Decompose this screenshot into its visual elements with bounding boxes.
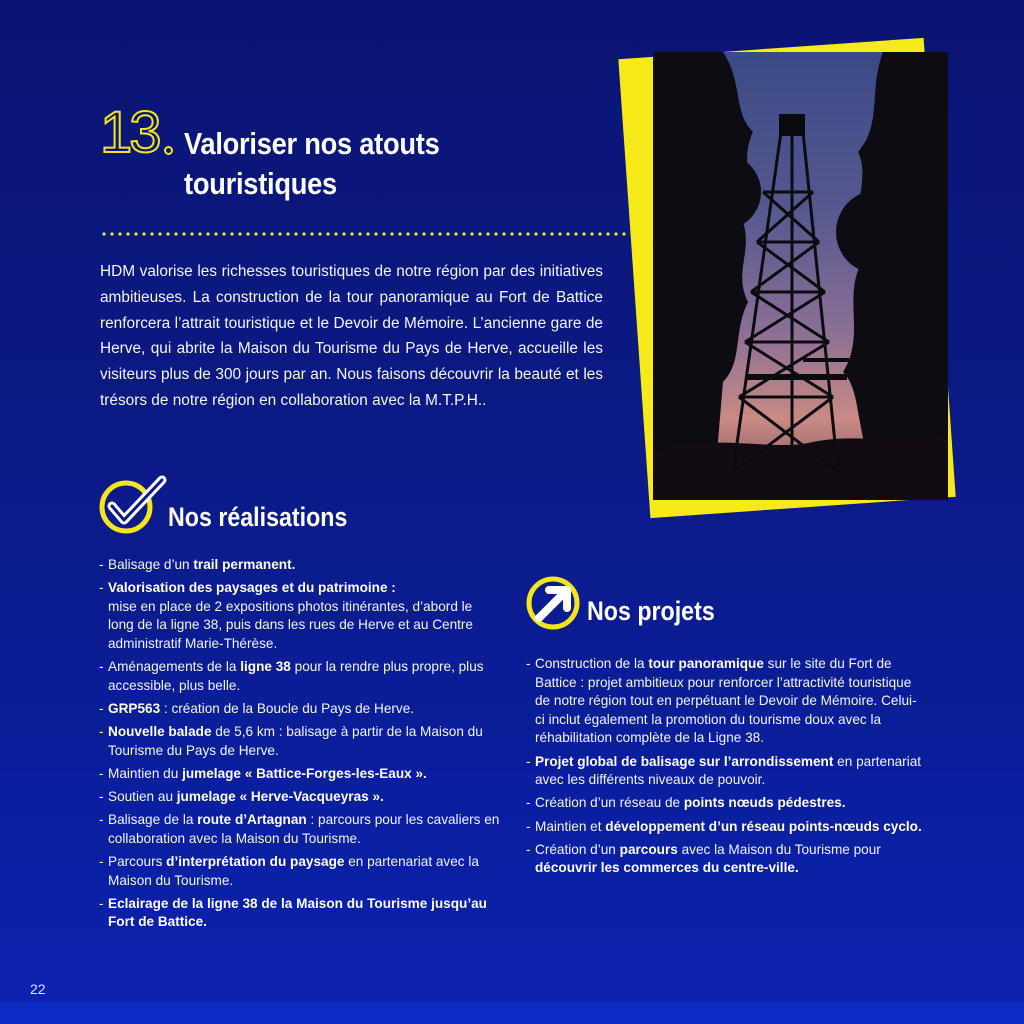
- list-item-pre: Balisage de la: [108, 812, 198, 828]
- list-item-bold: d’interprétation du paysage: [166, 854, 345, 870]
- list-item-post: pour la rendre plus propre, plus accessible, plus belle.: [108, 659, 484, 693]
- list-item-pre: Maintien et: [535, 818, 606, 834]
- list-item-pre: Parcours: [108, 854, 167, 870]
- list-item-bold: jumelage « Battice-Forges-les-Eaux ».: [182, 765, 427, 781]
- page-title: Valoriser nos atouts touristiques: [184, 126, 440, 201]
- list-item-pre: Balisage d’un: [108, 557, 194, 572]
- list-item-post: : création de la Boucle du Pays de Herve.: [160, 700, 415, 716]
- list-item-bold2: découvrir les commerces du centre-ville.: [535, 860, 799, 876]
- projets-title: Nos projets: [587, 596, 715, 626]
- list-item-bold: GRP563: [108, 700, 161, 716]
- list-item-pre: Construction de la: [535, 656, 649, 671]
- tower-photo: [653, 52, 948, 500]
- list-item-bold: Valorisation des paysages et du patrimoine :: [108, 580, 396, 596]
- list-item-sub: mise en place de 2 expositions photos itinérantes, d’abord le long de la ligne 38, puis dans les rues de Herve et au Centre administratif Marie-Thérèse.: [108, 598, 473, 651]
- list-item: [526, 841, 926, 878]
- list-item: [526, 753, 926, 790]
- list-item-post: sur le site du Fort de Battice : projet ambitieux pour renforcer l’attractivité touristique de notre région tout en perpétuant le Devoir de Mémoire. Celui-ci inclut également la promotion du tourisme doux avec la réhabilitation complète de la Ligne 38.: [535, 656, 917, 746]
- arrow-circle-icon: [525, 574, 583, 637]
- list-item-post: avec la Maison du Tourisme pour: [677, 841, 881, 857]
- intro-paragraph: HDM valorise les richesses touristiques de notre région par des initiatives ambitieuses. La construction de la tour panoramique au Fort de Battice renforcera l’attrait touristique et le Devoir de Mémoire. L’ancienne gare de Herve, qui abrite la Maison du Tourisme du Pays de Herve, accueille les visiteurs plus de 300 jours par an. Nous faisons découvrir la beauté et les trésors de notre région en collaboration avec la M.T.P.H..: [100, 263, 603, 409]
- list-item-bold: Eclairage de la ligne 38 de la Maison du Tourisme jusqu’au Fort de Battice.: [108, 895, 487, 930]
- realisations-list: [99, 556, 501, 937]
- list-item: [526, 655, 926, 748]
- page-number: 22: [30, 981, 46, 997]
- list-item-bold: tour panoramique: [648, 656, 764, 671]
- list-item-pre: Création d’un: [535, 841, 620, 857]
- list-item-bold: ligne 38: [240, 659, 291, 675]
- list-item-pre: Création d’un réseau de: [535, 795, 684, 811]
- list-item: [99, 788, 501, 807]
- list-item-bold: développement d’un réseau points-nœuds cyclo.: [605, 818, 922, 834]
- list-item-bold: Projet global de balisage sur l’arrondissement: [535, 753, 834, 769]
- projets-list: [526, 655, 926, 883]
- list-item: [526, 794, 926, 813]
- list-item: [99, 579, 501, 653]
- list-item-bold: parcours: [619, 841, 678, 857]
- list-item-bold: points nœuds pédestres.: [683, 795, 846, 811]
- list-item: [99, 765, 501, 784]
- realisations-title: Nos réalisations: [168, 502, 348, 532]
- list-item: [99, 895, 501, 932]
- bottom-band: [0, 1002, 1024, 1024]
- dotted-divider: [100, 232, 640, 236]
- list-item-post: de 5,6 km : balisage à partir de la Maison du Tourisme du Pays de Herve.: [108, 724, 483, 758]
- list-item-bold: Nouvelle balade: [108, 724, 212, 740]
- section-number-dot: [164, 146, 173, 155]
- list-item: [99, 723, 501, 760]
- list-item: [99, 811, 501, 848]
- checkmark-circle-icon: [98, 474, 170, 541]
- list-item: [99, 658, 501, 695]
- list-item-post: en partenariat avec les différents niveaux de pouvoir.: [535, 753, 922, 788]
- list-item-pre: Aménagements de la: [108, 659, 241, 675]
- list-item-post: en partenariat avec la Maison du Tourisme.: [108, 854, 479, 888]
- list-item-bold: route d’Artagnan: [197, 812, 307, 828]
- list-item-bold: jumelage « Herve-Vacqueyras ».: [176, 789, 384, 805]
- list-item: [99, 700, 501, 719]
- list-item-pre: Maintien du: [108, 765, 183, 781]
- list-item-post: : parcours pour les cavaliers en collaboration avec la Maison du Tourisme.: [108, 812, 500, 846]
- list-item-bold: trail permanent.: [193, 557, 296, 572]
- list-item-pre: Soutien au: [108, 789, 177, 805]
- section-number: 13: [100, 100, 159, 165]
- list-item: [99, 853, 501, 890]
- list-item: [99, 556, 501, 575]
- list-item: [526, 818, 926, 837]
